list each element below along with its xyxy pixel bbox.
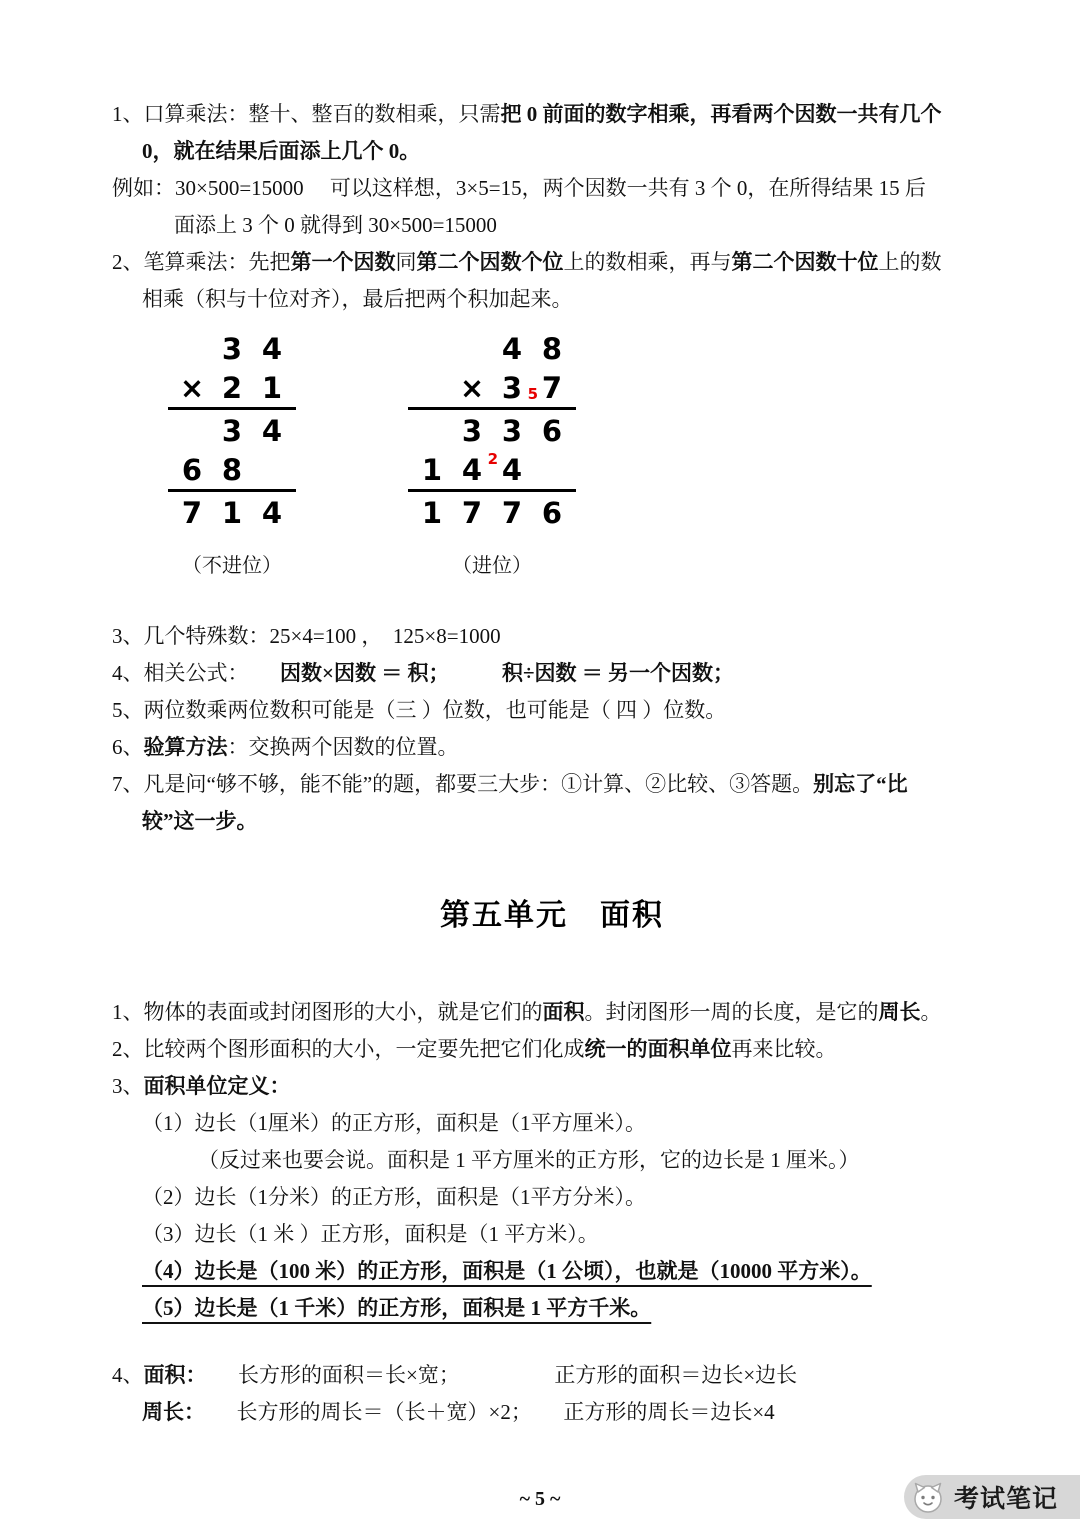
multiplication-row <box>168 492 296 533</box>
text-segment: 2、笔算乘法：先把 <box>112 250 291 274</box>
text-line <box>112 692 992 729</box>
example-carry <box>408 328 576 578</box>
text-line <box>112 1142 992 1179</box>
digit-cell: 7 <box>181 495 203 530</box>
digit-cell: 3 <box>221 413 243 448</box>
text-segment: 。封闭图形一周的长度，是它的 <box>584 1000 879 1024</box>
digit-cell: 3 <box>501 413 523 448</box>
text-segment: 别忘了“比 <box>813 772 908 796</box>
digit-cell: 4 <box>261 413 283 448</box>
text-line <box>112 1031 992 1068</box>
text-line <box>112 1216 992 1253</box>
section-heading: 第五单元 面积 <box>440 899 664 932</box>
text-segment: 7、凡是问“够不够，能不能”的题，都要三大步：①计算、②比较、③答题。 <box>112 772 814 796</box>
text-line <box>112 1253 992 1290</box>
text-segment: 4、相关公式： <box>112 661 280 685</box>
watermark-badge <box>904 1475 1080 1519</box>
text-segment: 3、 <box>112 1074 144 1098</box>
digit-cell: × <box>459 371 485 405</box>
cat-logo-icon <box>910 1479 946 1515</box>
multiplication-row <box>408 451 576 492</box>
digit-cell: 3 5 <box>501 371 538 405</box>
digit-cell: 7 <box>541 371 563 405</box>
text-segment: 长方形的周长＝（长＋宽）×2； 正方形的周长＝边长×4 <box>194 1400 775 1424</box>
text-line <box>112 1357 992 1394</box>
digit-cell: 4 2 <box>461 450 498 487</box>
text-segment: ：交换两个因数的位置。 <box>227 735 459 759</box>
text-line <box>112 994 992 1031</box>
multiplication-examples <box>168 328 992 578</box>
carry-digit: 5 <box>527 385 538 403</box>
text-segment: （3）边长（1 米 ）正方形，面积是（1 平方米）。 <box>142 1222 599 1246</box>
carry-digit: 2 <box>487 450 498 468</box>
text-segment: 6、 <box>112 735 144 759</box>
multiplication-row <box>408 492 576 533</box>
text-segment: 再来比较。 <box>731 1037 837 1061</box>
text-segment: 0，就在结果后面添上几个 0。 <box>142 139 421 163</box>
text-segment: 统一的面积单位 <box>584 1037 732 1061</box>
text-line <box>112 803 992 840</box>
digit-cell: 1 <box>421 495 443 530</box>
text-segment: （1）边长（1厘米）的正方形，面积是（1平方厘米）。 <box>142 1111 646 1135</box>
vertical-multiplication-no-carry <box>168 328 296 533</box>
example-caption: （进位） <box>452 555 532 577</box>
digit-cell: 6 <box>181 453 203 487</box>
text-segment: 面添上 3 个 0 就得到 30×500=15000 <box>174 213 497 237</box>
multiplication-rules <box>112 618 992 840</box>
text-line <box>112 618 992 655</box>
digit-cell: 7 <box>461 495 483 530</box>
text-line <box>112 170 992 207</box>
digit-cell: 4 <box>261 495 283 530</box>
digit-cell: 6 <box>541 413 563 448</box>
multiplication-row <box>408 328 576 369</box>
text-segment: 积÷因数 ＝ 另一个因数； <box>501 661 734 685</box>
watermark-label: 考试笔记 <box>953 1486 1058 1513</box>
text-segment: 把 0 前面的数字相乘，再看两个因数一共有几个 <box>500 102 942 126</box>
digit-cell: 4 <box>501 453 523 487</box>
text-segment: 长方形的面积＝长×宽； 正方形的面积＝边长×边长 <box>196 1363 798 1387</box>
text-segment: 较”这一步。 <box>142 809 258 833</box>
text-segment: 同 <box>395 250 417 274</box>
vertical-multiplication-carry <box>408 328 576 533</box>
digit-cell: 6 <box>541 495 563 530</box>
area-notes <box>112 994 992 1327</box>
page-number: ~ 5 ~ <box>519 1488 561 1510</box>
text-line <box>112 133 992 170</box>
multiplication-row <box>168 451 296 492</box>
text-line <box>112 655 992 692</box>
text-line <box>112 281 992 318</box>
text-segment: 面积单位定义： <box>143 1074 291 1098</box>
multiplication-row <box>408 369 576 410</box>
digit-cell: 1 <box>221 495 243 530</box>
digit-cell: 4 <box>261 331 283 366</box>
text-line <box>112 1394 992 1431</box>
text-segment: 1、口算乘法：整十、整百的数相乘，只需 <box>112 102 501 126</box>
multiplication-row <box>168 328 296 369</box>
text-segment: 1、物体的表面或封闭图形的大小，就是它们的 <box>112 1000 543 1024</box>
digit-cell: 1 <box>261 371 283 405</box>
text-line <box>112 244 992 281</box>
text-segment: （2）边长（1分米）的正方形，面积是（1平方分米）。 <box>142 1185 646 1209</box>
text-line <box>112 766 992 803</box>
text-segment: 验算方法 <box>143 735 228 759</box>
digit-cell: 3 <box>221 331 243 366</box>
digit-cell: 3 <box>461 413 483 448</box>
text-segment: 3、几个特殊数：25×4=100 ， 125×8=1000 <box>112 624 501 648</box>
text-line <box>112 729 992 766</box>
text-segment: （4）边长是（100 米）的正方形，面积是（1 公顷），也就是（10000 平方米）。 <box>142 1259 872 1283</box>
example-caption: （不进位） <box>182 555 282 577</box>
digit-cell: 4 <box>501 331 523 366</box>
digit-cell: 1 <box>421 453 443 487</box>
text-segment: 周长 <box>878 1000 921 1024</box>
multiplication-row <box>408 410 576 451</box>
text-segment: 4、 <box>112 1363 144 1387</box>
text-line <box>112 1290 992 1327</box>
text-segment: 上的数 <box>878 250 942 274</box>
text-segment: 第二个因数个位 <box>416 250 564 274</box>
text-segment: 5、两位数乘两位数积可能是（三 ）位数，也可能是（ 四 ）位数。 <box>112 698 727 722</box>
multiplication-notes <box>112 96 992 318</box>
digit-cell: 8 <box>221 453 243 487</box>
digit-cell: 8 <box>541 331 563 366</box>
text-line <box>112 1068 992 1105</box>
text-line <box>112 1179 992 1216</box>
text-segment: 面积 <box>542 1000 585 1024</box>
text-segment: 周长： <box>142 1400 195 1424</box>
text-line <box>112 96 992 133</box>
multiplication-row <box>168 410 296 451</box>
text-segment: 上的数相乘，再与 <box>563 250 732 274</box>
text-segment <box>439 661 502 685</box>
text-segment: 2、比较两个图形面积的大小，一定要先把它们化成 <box>112 1037 585 1061</box>
text-segment: 例如：30×500=15000 可以这样想，3×5=15，两个因数一共有 3 个 0，在所得结果 15 后 <box>112 176 926 200</box>
text-segment: 第二个因数十位 <box>731 250 879 274</box>
text-line <box>112 1105 992 1142</box>
text-segment: 相乘（积与十位对齐），最后把两个积加起来。 <box>142 287 573 311</box>
text-segment: 面积： <box>143 1363 196 1387</box>
text-segment: 第一个因数 <box>290 250 396 274</box>
digit-cell: 2 <box>221 371 243 405</box>
text-segment: 。 <box>920 1000 942 1024</box>
text-line <box>112 207 992 244</box>
digit-cell: 7 <box>501 495 523 530</box>
text-segment: 因数×因数 ＝ 积； <box>280 661 439 685</box>
text-segment: （反过来也要会说。面积是 1 平方厘米的正方形，它的边长是 1 厘米。） <box>198 1148 860 1172</box>
digit-cell: × <box>179 371 205 405</box>
multiplication-row <box>168 369 296 410</box>
example-no-carry <box>168 328 296 578</box>
area-formulas <box>112 1357 992 1431</box>
text-segment: （5）边长是（1 千米）的正方形，面积是 1 平方千米。 <box>142 1296 652 1320</box>
